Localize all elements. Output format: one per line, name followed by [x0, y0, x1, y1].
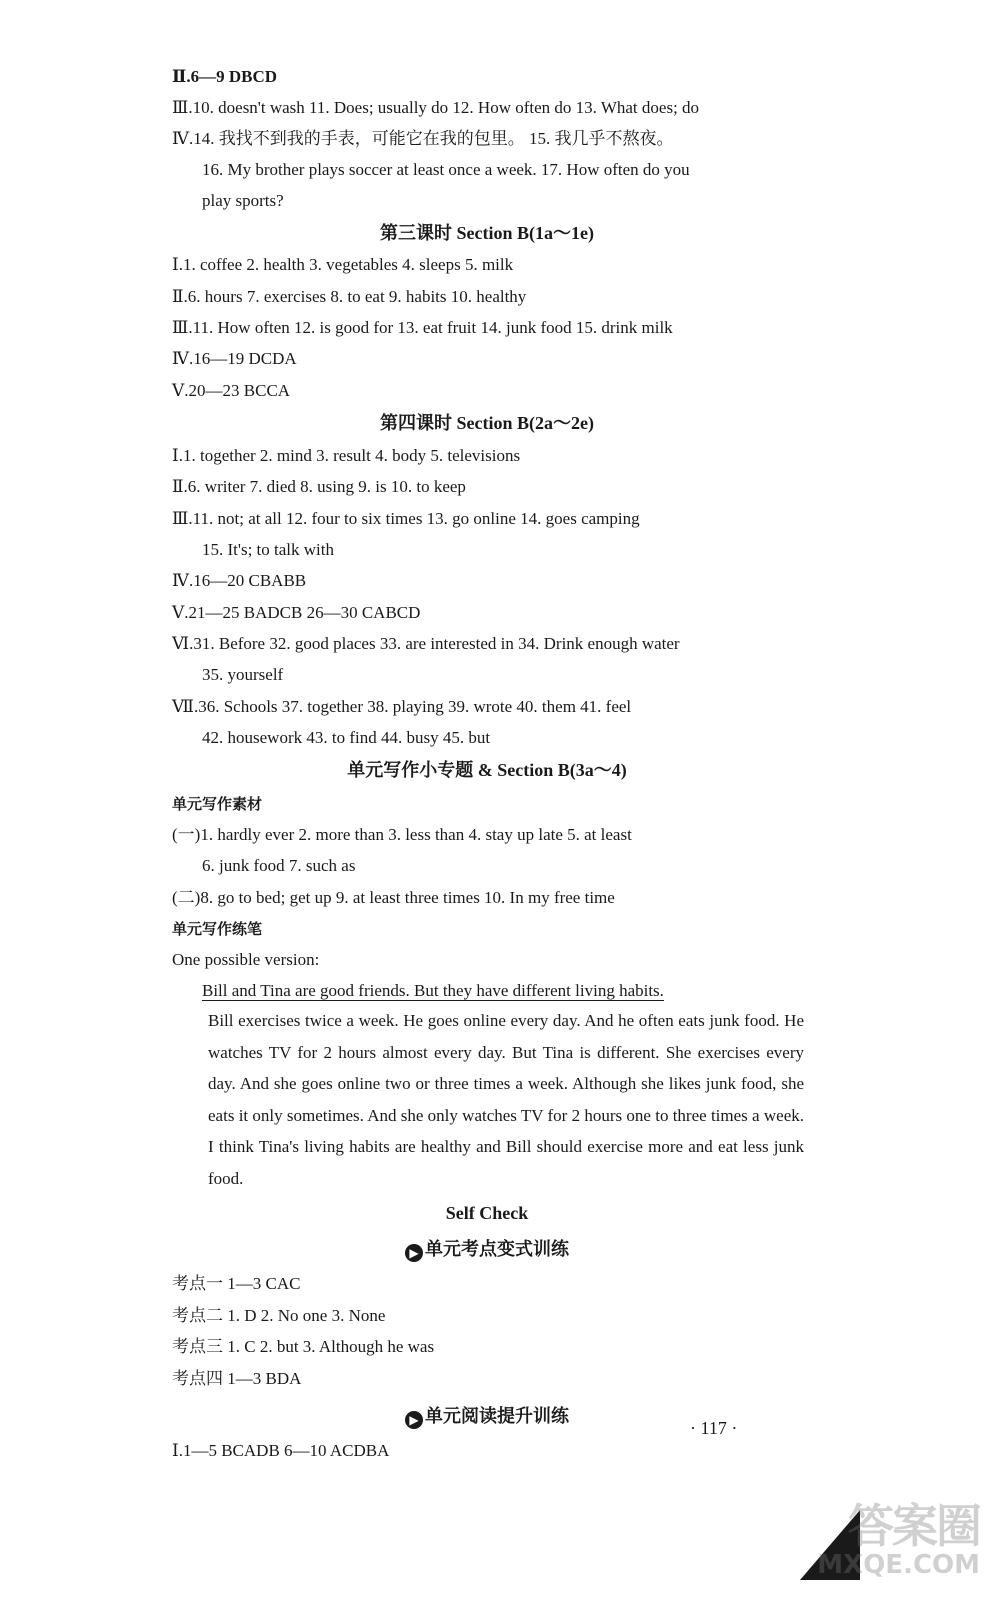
subsection-heading: 单元写作练笔	[172, 920, 263, 938]
section-heading: 单元写作小专题 & Section B(3a～4)	[347, 760, 627, 780]
answer-line: 15. It's; to talk with	[202, 540, 334, 559]
answer-line: Ⅲ.10. doesn't wash 11. Does; usually do 12. How often do 13. What does; do	[172, 98, 700, 117]
watermark-url: MXQE.COM	[817, 1550, 980, 1580]
answer-line: Ⅳ.16—19 DCDA	[172, 349, 297, 368]
answer-line: Ⅲ.11. How often 12. is good for 13. eat fruit 14. junk food 15. drink milk	[172, 318, 673, 337]
banner-label: 单元考点变式训练	[425, 1239, 569, 1259]
answer-line: play sports?	[202, 191, 284, 210]
answer-line: Ⅳ.14. 我找不到我的手表，可能它在我的包里。 15. 我几乎不熬夜。	[172, 129, 674, 148]
answer-line: Ⅳ.16—20 CBABB	[172, 571, 307, 590]
answer-line: Ⅱ.6. writer 7. died 8. using 9. is 10. to keep	[172, 477, 466, 496]
answer-line: Ⅱ.6. hours 7. exercises 8. to eat 9. habits 10. healthy	[172, 287, 527, 306]
answer-line: 35. yourself	[202, 665, 284, 684]
section-heading: 第三课时 Section B(1a～1e)	[380, 223, 594, 243]
play-circle-icon: ▶	[405, 1411, 423, 1429]
section-heading: Self Check	[445, 1203, 529, 1223]
essay-body	[172, 1005, 804, 1194]
essay-topic-text: Bill and Tina are good friends. But they have different living habits.	[202, 981, 664, 1000]
answer-line: 6. junk food 7. such as	[202, 856, 356, 875]
answer-line: 考点二 1. D 2. No one 3. None	[172, 1306, 386, 1325]
answer-line: 42. housework 43. to find 44. busy 45. but	[202, 728, 491, 747]
watermark	[800, 1490, 990, 1590]
answer-line: 16. My brother plays soccer at least once a week. 17. How often do you	[202, 160, 690, 179]
essay-topic-sentence	[202, 980, 664, 1002]
section-heading: 第四课时 Section B(2a～2e)	[380, 413, 594, 433]
subsection-banner	[172, 1237, 802, 1262]
answer-line: 考点一 1—3 CAC	[172, 1274, 301, 1293]
answer-line: Ⅰ.1—5 BCADB 6—10 ACDBA	[172, 1441, 390, 1460]
answer-line: Ⅴ.20—23 BCCA	[172, 381, 291, 400]
answer-line: Ⅵ.31. Before 32. good places 33. are interested in 34. Drink enough water	[172, 634, 680, 653]
answer-line: (一)1. hardly ever 2. more than 3. less than 4. stay up late 5. at least	[172, 825, 632, 844]
answer-line: Ⅴ.21—25 BADCB 26—30 CABCD	[172, 603, 421, 622]
answer-line: Ⅲ.11. not; at all 12. four to six times 13. go online 14. goes camping	[172, 509, 640, 528]
essay-text: Bill exercises twice a week. He goes online every day. And he often eats junk food. He watches TV for 2 hours almost every day. But Tina is different. She exercises every day. And she goes online two or three times a week. Although she likes junk food, she eats it only sometimes. And she only watches TV for 2 hours one to three times a week. I think Tina's living habits are healthy and Bill should exercise more and eat less junk food.	[208, 1011, 804, 1188]
answer-line: 考点三 1. C 2. but 3. Although he was	[172, 1337, 435, 1356]
answer-line: Ⅰ.1. coffee 2. health 3. vegetables 4. sleeps 5. milk	[172, 255, 514, 274]
watermark-logo: 答案圈	[848, 1499, 980, 1553]
answer-line: Ⅶ.36. Schools 37. together 38. playing 39. wrote 40. them 41. feel	[172, 697, 632, 716]
banner-label: 单元阅读提升训练	[425, 1406, 569, 1426]
subsection-heading: 单元写作素材	[172, 795, 263, 813]
answer-line: (二)8. go to bed; get up 9. at least three times 10. In my free time	[172, 888, 615, 907]
play-circle-icon: ▶	[405, 1244, 423, 1262]
answer-line: Ⅰ.1. together 2. mind 3. result 4. body 5. televisions	[172, 446, 521, 465]
answer-line: Ⅱ.6—9 DBCD	[172, 67, 277, 86]
page-number: · 117 ·	[690, 1418, 738, 1438]
answer-line: 考点四 1—3 BDA	[172, 1369, 302, 1388]
essay-version-label: One possible version:	[172, 950, 320, 969]
